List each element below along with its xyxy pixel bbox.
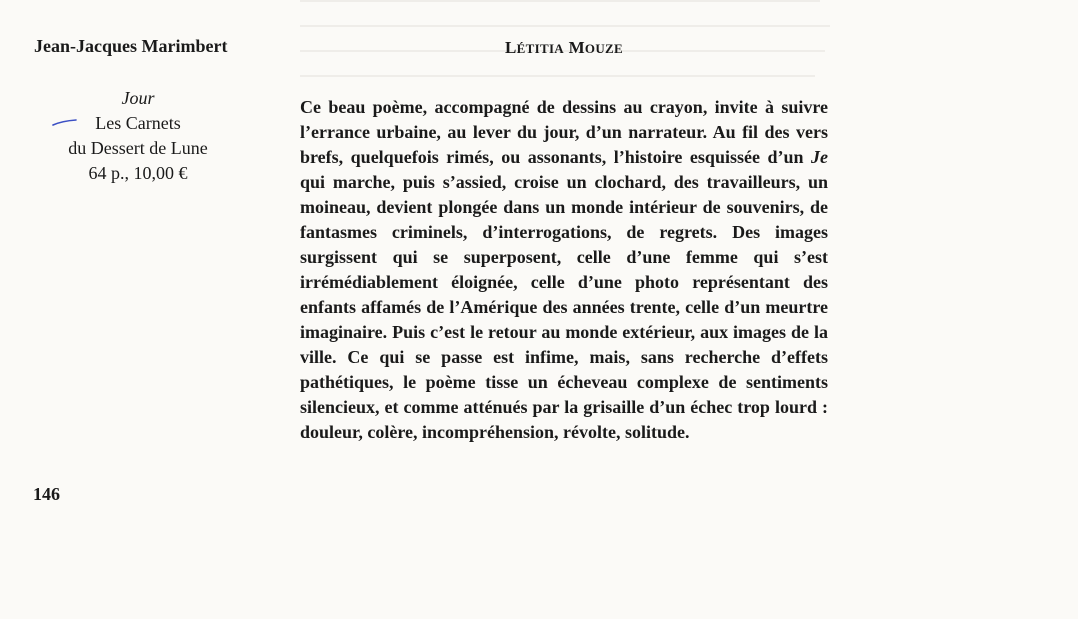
publisher-line-1: Les Carnets xyxy=(95,113,181,133)
reviewer-first-rest: ÉTITIA xyxy=(516,41,564,56)
review-text-part-1: Ce beau poème, accompagné de dessins au crayon, invite à suivre l’errance urbaine, au lever du jour, d’un narrateur. Au fil des vers brefs, quelquefois rimés, ou assonants, l’histoire esquissée d’un xyxy=(300,97,828,167)
review-text-italic: Je xyxy=(811,147,828,167)
review-body xyxy=(300,95,828,445)
reviewer-initial-last: M xyxy=(568,38,585,57)
page-number: 146 xyxy=(33,484,60,504)
author-name: Jean-Jacques Marimbert xyxy=(34,36,228,56)
reviewer-name xyxy=(300,38,828,58)
publisher-line-2: du Dessert de Lune xyxy=(68,138,208,158)
review-text-part-2: qui marche, puis s’assied, croise un clochard, des travailleurs, un moineau, devient plongée dans un monde intérieur de souvenirs, de fantasmes criminels, d’interrogations, de regrets. Des images surgissent qui se superposent, celle d’une femme qui s’est irrémédiablement éloignée, celle d’une photo représentant des enfants affamés de l’Amérique des années trente, celle d’un meurtre imaginaire. Puis c’est le retour au monde extérieur, aux images de la ville. Ce qui se passe est infime, mais, sans recherche d’effets pathétiques, le poème tisse un écheveau complexe de sentiments silencieux, et comme atténués par la grisaille d’un échec trop lourd : douleur, colère, incompréhension, révolte, solitude. xyxy=(300,172,828,442)
reviewer-last-rest: OUZE xyxy=(584,41,623,56)
book-details: 64 p., 10,00 € xyxy=(88,163,188,183)
reviewer-initial-first: L xyxy=(505,38,517,57)
book-title: Jour xyxy=(121,88,155,108)
book-info xyxy=(40,86,236,186)
